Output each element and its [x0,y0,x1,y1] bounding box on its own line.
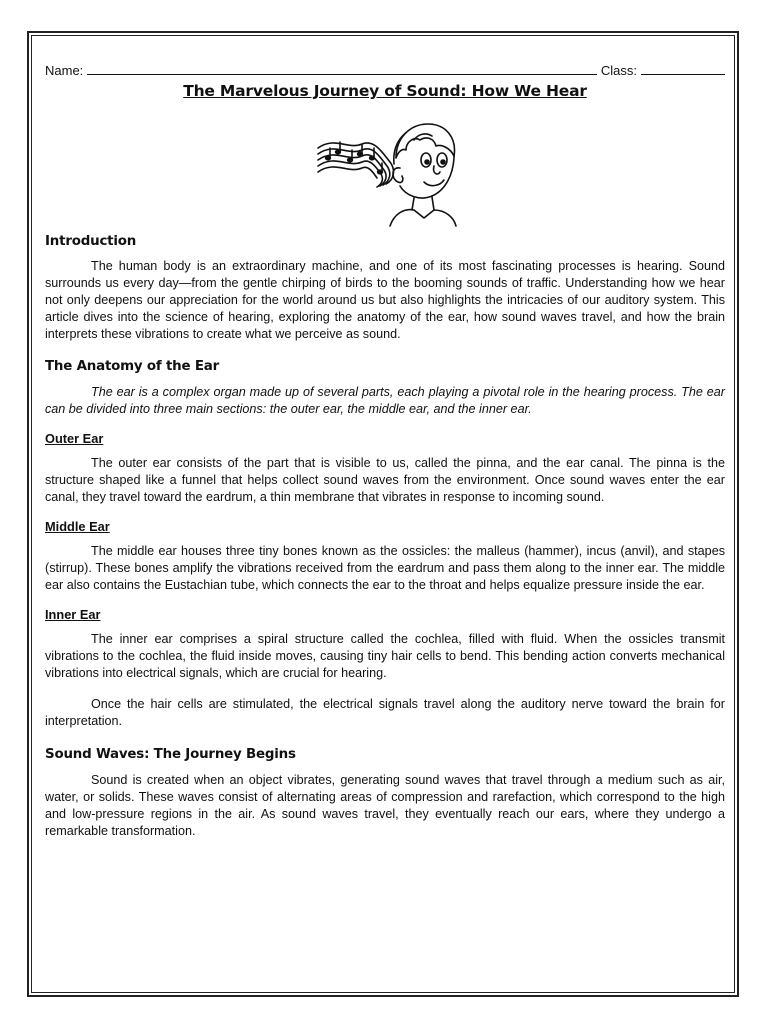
boy-listening-to-music-icon [310,118,460,228]
introduction-paragraph: The human body is an extraordinary machine, and one of its most fascinating processes is hearing. Sound surrounds us every day—from the gentle chirping of birds to the booming sounds of traffic. Understanding how we hear not only deepens our appreciation for the world around us but also highlights the intricacies of our auditory system. This article dives into the science of hearing, exploring the anatomy of the ear, how sound waves travel, and how the brain interprets these vibrations to create what we perceive as sound. [45,259,725,341]
middle-ear-heading: Middle Ear [45,519,110,534]
middle-ear-paragraph: The middle ear houses three tiny bones known as the ossicles: the malleus (hammer), incus (anvil), and stapes (stirrup). These bones amplify the vibrations received from the eardrum and pass them along to the inner ear. The middle ear also contains the Eustachian tube, which connects the ear to the throat and helps equalize pressure inside the ear. [45,544,725,592]
worksheet [45,58,725,840]
sound-waves-heading: Sound Waves: The Journey Begins [45,747,296,762]
class-label: Class: [600,63,637,78]
student-info-row [45,58,725,78]
page-title: The Marvelous Journey of Sound: How We Hear [183,82,587,100]
outer-ear-paragraph: The outer ear consists of the part that is visible to us, called the pinna, and the ear canal. The pinna is the structure shaped like a funnel that helps collect sound waves from the environment. Once sound waves enter the ear canal, they travel toward the eardrum, a thin membrane that vibrates in response to incoming sound. [45,456,725,504]
anatomy-paragraph: The ear is a complex organ made up of several parts, each playing a pivotal role in the hearing process. The ear can be divided into three main sections: the outer ear, the middle ear, and the inner ear. [45,385,725,416]
name-label: Name: [45,63,84,78]
sound-waves-paragraph: Sound is created when an object vibrates, generating sound waves that travel through a medium such as air, water, or solids. These waves consist of alternating areas of compression and rarefaction, which correspond to the high and low-pressure regions in the air. As sound waves travel, they eventually reach our ears, where they undergo a remarkable transformation. [45,773,725,838]
introduction-heading: Introduction [45,234,137,249]
inner-ear-paragraph-1: The inner ear comprises a spiral structure called the cochlea, filled with fluid. When the ossicles transmit vibrations to the cochlea, the fluid inside moves, causing tiny hair cells to bend. This bending action converts mechanical vibrations into electrical signals, which are crucial for hearing. [45,632,725,680]
inner-ear-heading: Inner Ear [45,607,101,622]
anatomy-heading: The Anatomy of the Ear [45,359,220,374]
outer-ear-heading: Outer Ear [45,431,104,446]
name-blank-line [87,73,597,75]
class-blank-line [641,73,725,75]
inner-ear-paragraph-2: Once the hair cells are stimulated, the electrical signals travel along the auditory nerve toward the brain for interpretation. [45,697,725,728]
